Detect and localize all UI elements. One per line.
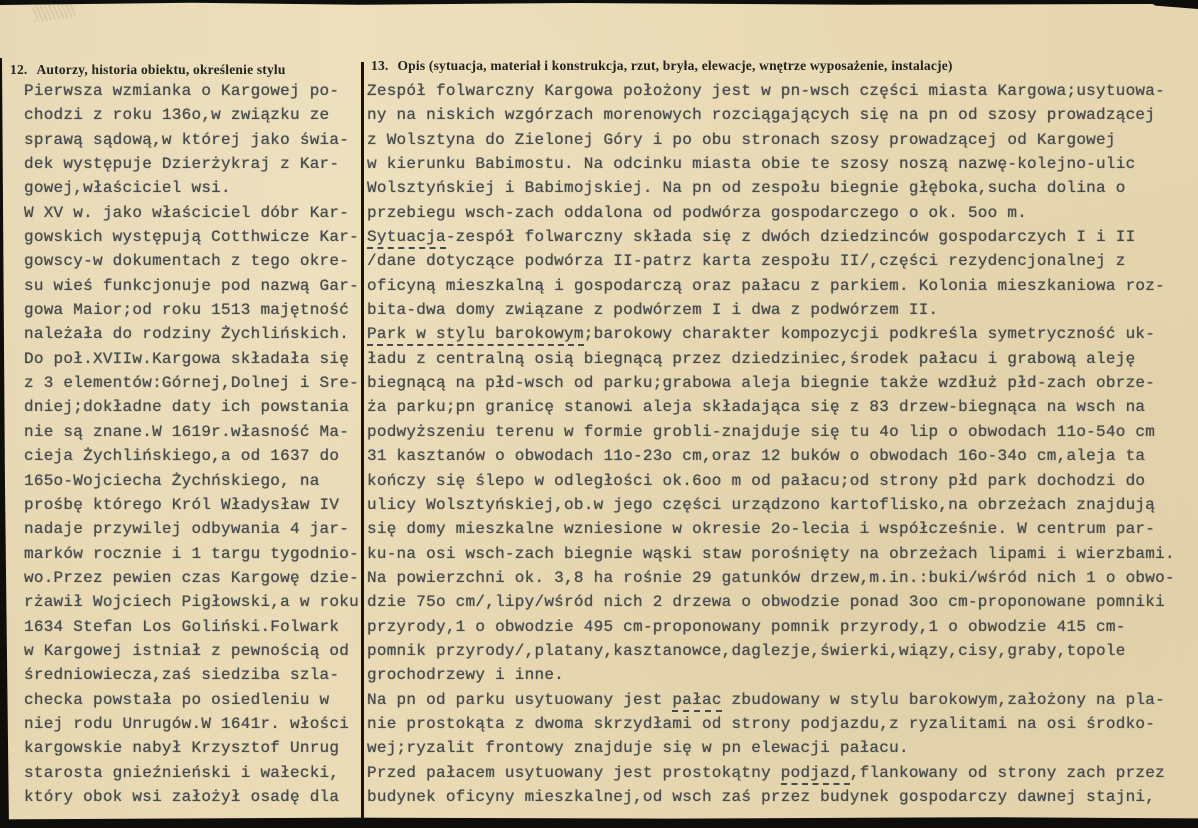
text-segment: ;barokowy charakter kompozycji podkreśla symetryczność uk-: [583, 325, 1156, 344]
photo-edge-top: [0, 0, 1198, 5]
text-line: [24, 688, 364, 712]
text-line: [367, 590, 1195, 614]
text-line: [24, 225, 364, 249]
text-line: [367, 639, 1195, 663]
text-line: [367, 761, 1195, 785]
photo-edge-top-right: [1146, 0, 1198, 9]
text-line: [24, 201, 364, 225]
text-line: [367, 201, 1195, 225]
text-segment: grochodrzewy i inne.: [367, 666, 565, 685]
text-line: [24, 736, 364, 760]
text-segment: ny na niskich wzgórzach morenowych rozciągających się na pn od szosy prowadzącej: [367, 106, 1156, 125]
photo-edge-left: [0, 58, 9, 828]
text-segment: marków rocznie i 1 targu tygodnio-: [24, 544, 359, 563]
text-line: [24, 590, 364, 614]
text-line: [24, 493, 364, 517]
text-line: [24, 444, 364, 468]
text-line: [367, 566, 1195, 590]
text-segment: niej rodu Unrugów.W 1641r. włości: [24, 714, 350, 733]
text-segment: z 3 elementów:Górnej,Dolnej i Sre-: [24, 374, 359, 393]
underlined-term: Park w stylu barokowym: [367, 325, 584, 346]
text-segment: Na powierzchni ok. 3,8 ha rośnie 29 gatunków drzew,m.in.:buki/wśród nich 1 o obwo-: [367, 568, 1175, 587]
text-segment: Przed pałacem usytuowany jest prostokątny: [367, 763, 781, 782]
text-line: [367, 249, 1195, 273]
text-segment: 165o-Wojciecha Żychńskiego, na: [24, 471, 320, 490]
text-line: [24, 128, 364, 152]
text-segment: -zespół folwarczny składa się z dwóch dziedzinców gospodarczych I i II: [445, 228, 1136, 247]
text-line: [24, 347, 364, 371]
text-segment: kończy się ślepo w odległości ok.6oo m od pałacu;od strony płd park dochodzi do: [367, 471, 1146, 490]
underlined-term: podjazd: [781, 764, 850, 785]
text-segment: pomnik przyrody/,platany,kasztanowce,daglezje,świerki,wiązy,cisy,graby,topole: [367, 641, 1126, 660]
text-segment: przebiegu wsch-zach oddalona od podwórza gospodarczego o ok. 5oo m.: [367, 203, 1028, 222]
text-line: [24, 176, 364, 200]
text-segment: podwyższeniu terenu w formie grobli-znajduje się tu 4o lip o obwodach 11o-54o cm: [367, 422, 1156, 441]
text-line: [367, 493, 1195, 517]
text-line: [24, 298, 364, 322]
section-12-number: 12.: [10, 62, 28, 77]
text-segment: rżawił Wojciech Pigłowski,a w roku: [24, 593, 359, 612]
text-line: [24, 663, 364, 687]
text-segment: ża parku;pn granicę stanowi aleja składająca się z 83 drzew-biegnąca na wsch na: [367, 398, 1146, 417]
text-segment: Do poł.XVIIw.Kargowa składała się: [24, 349, 350, 368]
text-segment: gowskich występują Cotthwicze Kar-: [24, 228, 359, 247]
text-segment: Zespół folwarczny Kargowa położony jest w pn-wsch części miasta Kargowa;usytuowa-: [367, 82, 1165, 100]
text-line: [367, 469, 1195, 493]
text-segment: Pierwsza wzmianka o Kargowej po-: [24, 82, 340, 100]
text-line: [367, 322, 1195, 346]
underlined-term: pałac: [672, 691, 721, 712]
text-line: [24, 542, 364, 566]
text-line: [367, 371, 1195, 395]
text-segment: prośbę którego Król Władysław IV: [24, 495, 340, 514]
text-line: [367, 688, 1195, 712]
text-line: [24, 639, 364, 663]
text-line: [24, 615, 364, 639]
text-segment: w Kargowej istniał z pewnością od: [24, 641, 350, 660]
section-12-title: Autorzy, historia obiektu, określenie stylu: [36, 62, 286, 77]
text-segment: sprawą sądową,w której jako świa-: [24, 130, 350, 149]
text-segment: su wieś funkcjonuje pod nazwą Gar-: [24, 276, 359, 295]
text-line: [367, 517, 1195, 541]
text-line: [367, 736, 1195, 760]
text-line: [367, 444, 1195, 468]
text-segment: wej;ryzalit frontowy znajduje się w pn elewacji pałacu.: [367, 739, 909, 758]
text-segment: z Wolsztyna do Zielonej Góry i po obu stronach szosy prowadzącej od Kargowej: [367, 130, 1116, 149]
text-line: [367, 103, 1195, 127]
text-segment: wo.Przez pewien czas Kargowę dzie-: [24, 568, 359, 587]
text-segment: 1634 Stefan Los Goliński.Folwark: [24, 617, 340, 636]
text-line: [367, 298, 1195, 322]
text-line: [367, 128, 1195, 152]
text-line: [367, 785, 1195, 809]
section-12-history-text: [24, 79, 364, 809]
text-segment: Na pn od parku usytuowany jest: [367, 690, 673, 709]
text-line: [367, 542, 1195, 566]
photo-edge-bottom: [0, 816, 1198, 828]
text-line: [24, 249, 364, 273]
text-line: [24, 469, 364, 493]
text-segment: w kierunku Babimostu. Na odcinku miasta obie te szosy noszą nazwę-kolejno-ulic: [367, 155, 1136, 174]
text-segment: ładu z centralną osią biegnącą przez dziedziniec,środek pałacu i grabową aleję: [367, 349, 1136, 368]
text-segment: dniej;dokładne daty ich powstania: [24, 398, 350, 417]
text-segment: dzie 75o cm/,lipy/wśród nich 2 drzewa o obwodzie ponad 3oo cm-proponowane pomniki: [367, 593, 1165, 612]
text-line: [24, 322, 364, 346]
text-segment: budynek oficyny mieszkalnej,od wsch zaś przez budynek gospodarczy dawnej stajni,: [367, 787, 1156, 806]
text-segment: dek występuje Dzierżykraj z Kar-: [24, 155, 340, 174]
text-segment: należała do rodziny Żychlińskich.: [24, 325, 350, 344]
text-segment: nie są znane.W 1619r.własność Ma-: [24, 422, 350, 441]
section-13-description-text: [367, 79, 1195, 809]
text-segment: Wolsztyńskiej i Babimojskiej. Na pn od zespołu biegnie głęboka,sucha dolina o: [367, 179, 1126, 198]
text-segment: kargowskie nabył Krzysztof Unrug: [24, 739, 340, 758]
section-13-header: [371, 58, 953, 74]
text-line: [367, 347, 1195, 371]
text-segment: gowa Maior;od roku 1513 majętność: [24, 301, 350, 320]
section-13-title: Opis (sytuacja, materiał i konstrukcja, rzut, bryła, elewacje, wnętrze wyposażenie, instalacje): [397, 58, 953, 73]
text-segment: 31 kasztanów o obwodach 11o-23o cm,oraz 12 buków o obwodach 16o-34o cm,aleja ta: [367, 447, 1146, 466]
text-line: [24, 274, 364, 298]
text-segment: ulicy Wolsztyńskiej,ob.w jego części urządzono kartoflisko,na obrzeżach znajdują: [367, 495, 1156, 514]
text-segment: biegnącą na płd-wsch od parku;grabowa aleja biegnie także wzdłuż płd-zach obrze-: [367, 374, 1156, 393]
text-line: [24, 371, 364, 395]
text-line: [367, 274, 1195, 298]
text-line: [367, 663, 1195, 687]
text-line: [367, 225, 1195, 249]
text-line: [24, 420, 364, 444]
text-segment: ,flankowany od strony zach przez: [849, 763, 1165, 782]
text-line: [24, 761, 364, 785]
text-segment: nie prostokąta z dwoma skrzydłami od strony podjazdu,z ryzalitami na osi środko-: [367, 714, 1156, 733]
text-segment: cieja Żychlińskiego,a od 1637 do: [24, 447, 340, 466]
text-line: [24, 517, 364, 541]
text-segment: oficyną mieszkalną i gospodarczą oraz pałacu z parkiem. Kolonia mieszkaniowa roz-: [367, 276, 1165, 295]
text-line: [367, 420, 1195, 444]
text-segment: przyrody,1 o obwodzie 495 cm-proponowany pomnik przyrody,1 o obwodzie 415 cm-: [367, 617, 1126, 636]
text-segment: średniowiecza,zaś siedziba szla-: [24, 666, 340, 685]
text-segment: /dane dotyczące podwórza II-patrz karta zespołu II/,części rezydencjonalnej z: [367, 252, 1126, 271]
text-line: [24, 103, 364, 127]
text-segment: bita-dwa domy związane z podwórzem I i dwa z podwórzem II.: [367, 301, 939, 320]
section-12-header: [10, 62, 286, 78]
text-line: [24, 785, 364, 809]
text-line: [24, 712, 364, 736]
text-line: [24, 79, 364, 103]
text-line: [367, 79, 1195, 103]
section-13-number: 13.: [371, 58, 389, 73]
text-segment: ku-na osi wsch-zach biegnie wąski staw porośnięty na obrzeżach lipami i wierzbami.: [367, 544, 1175, 563]
text-segment: W XV w. jako właściciel dóbr Kar-: [24, 203, 350, 222]
text-segment: który obok wsi założył osadę dla: [24, 787, 340, 806]
text-line: [367, 615, 1195, 639]
text-segment: starosta gnieźnieński i wałecki,: [24, 763, 340, 782]
text-line: [24, 152, 364, 176]
text-line: [367, 395, 1195, 419]
text-line: [367, 176, 1195, 200]
text-segment: nadaje przywilej odbywania 4 jar-: [24, 520, 350, 539]
text-line: [367, 712, 1195, 736]
text-segment: gowej,właściciel wsi.: [24, 179, 231, 198]
underlined-term: Sytuacja: [367, 228, 446, 249]
text-segment: checka powstała po osiedleniu w: [24, 690, 330, 709]
text-line: [367, 152, 1195, 176]
text-segment: zbudowany w stylu barokowym,założony na pla-: [721, 690, 1165, 709]
text-segment: się domy mieszkalne wzniesione w okresie 2o-lecia i współcześnie. W centrum par-: [367, 520, 1156, 539]
pencil-smudge: [32, 1, 76, 22]
text-line: [24, 566, 364, 590]
text-segment: gowscy-w dokumentach z tego okre-: [24, 252, 350, 271]
text-segment: chodzi z roku 136o,w związku ze: [24, 106, 330, 125]
text-line: [24, 395, 364, 419]
